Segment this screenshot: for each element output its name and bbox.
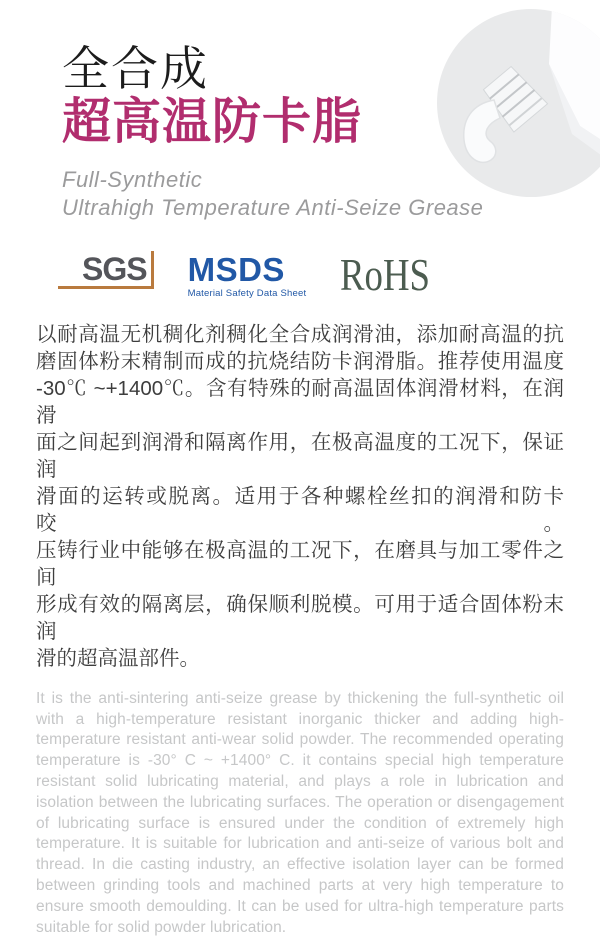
cn-description-line: 以耐高温无机稠化剂稠化全合成润滑油，添加耐高温的抗 <box>36 322 564 346</box>
cn-description-line: 面之间起到润滑和隔离作用，在极高温度的工况下，保证润 <box>36 430 564 481</box>
product-title <box>62 44 600 150</box>
product-title-cn-line2: 超高温防卡脂 <box>62 94 363 149</box>
cn-description-line: 压铸行业中能够在极高温的工况下，在磨具与加工零件之间 <box>36 538 564 589</box>
cn-description-line: 磨固体粉末精制而成的抗烧结防卡润滑脂。推荐使用温度 <box>36 349 564 373</box>
msds-logo-text: MSDS <box>187 250 285 288</box>
msds-logo-subtext: Material Safety Data Sheet <box>187 287 307 299</box>
certification-logos-row <box>58 248 600 300</box>
msds-logo <box>187 250 307 299</box>
description-english: It is the anti-sintering anti-seize grease by thickening the full-synthetic oil with a high-temperature resistant inorganic thicker and adding high-temperature resistant anti-wear solid powder. The recommended operating temperature is -30° C ~ +1400° C. it contains special high temperature resistant solid lubricating material, and plays a role in lubrication and isolation between the lubricating surfaces. The operation or disengagement of lubricating surface is ensured under the condition of extremely high temperature. It is suitable for lubrication and anti-seize of various bolt and thread. In die casting industry, an effective isolation layer can be formed between grinding tools and machined parts at very high temperature to ensure smooth demoulding. It can be used for ultra-high temperature parts suitable for solid powder lubrication. <box>36 689 564 936</box>
hero-section <box>0 0 600 223</box>
cn-description-line: 滑面的运转或脱离。适用于各种螺栓丝扣的润滑和防卡咬。 <box>36 484 564 535</box>
cn-description-line: 形成有效的隔离层，确保顺利脱模。可用于适合固体粉末润 <box>36 592 564 643</box>
subtitle-line2: Ultrahigh Temperature Anti-Seize Grease <box>62 195 484 221</box>
description-chinese <box>36 321 564 672</box>
cn-description-line: -30℃ ~+1400℃。含有特殊的耐高温固体润滑材料，在润滑 <box>36 376 564 427</box>
subtitle-line1: Full-Synthetic <box>62 166 203 192</box>
sgs-logo-text: SGS <box>82 250 147 287</box>
rohs-logo <box>340 248 452 300</box>
sgs-logo <box>58 251 154 289</box>
product-subtitle-en <box>62 166 600 223</box>
product-title-cn-line1: 全合成 <box>62 42 209 95</box>
rohs-logo-text: RoHS <box>340 248 431 300</box>
cn-description-line: 滑的超高温部件。 <box>36 646 200 670</box>
